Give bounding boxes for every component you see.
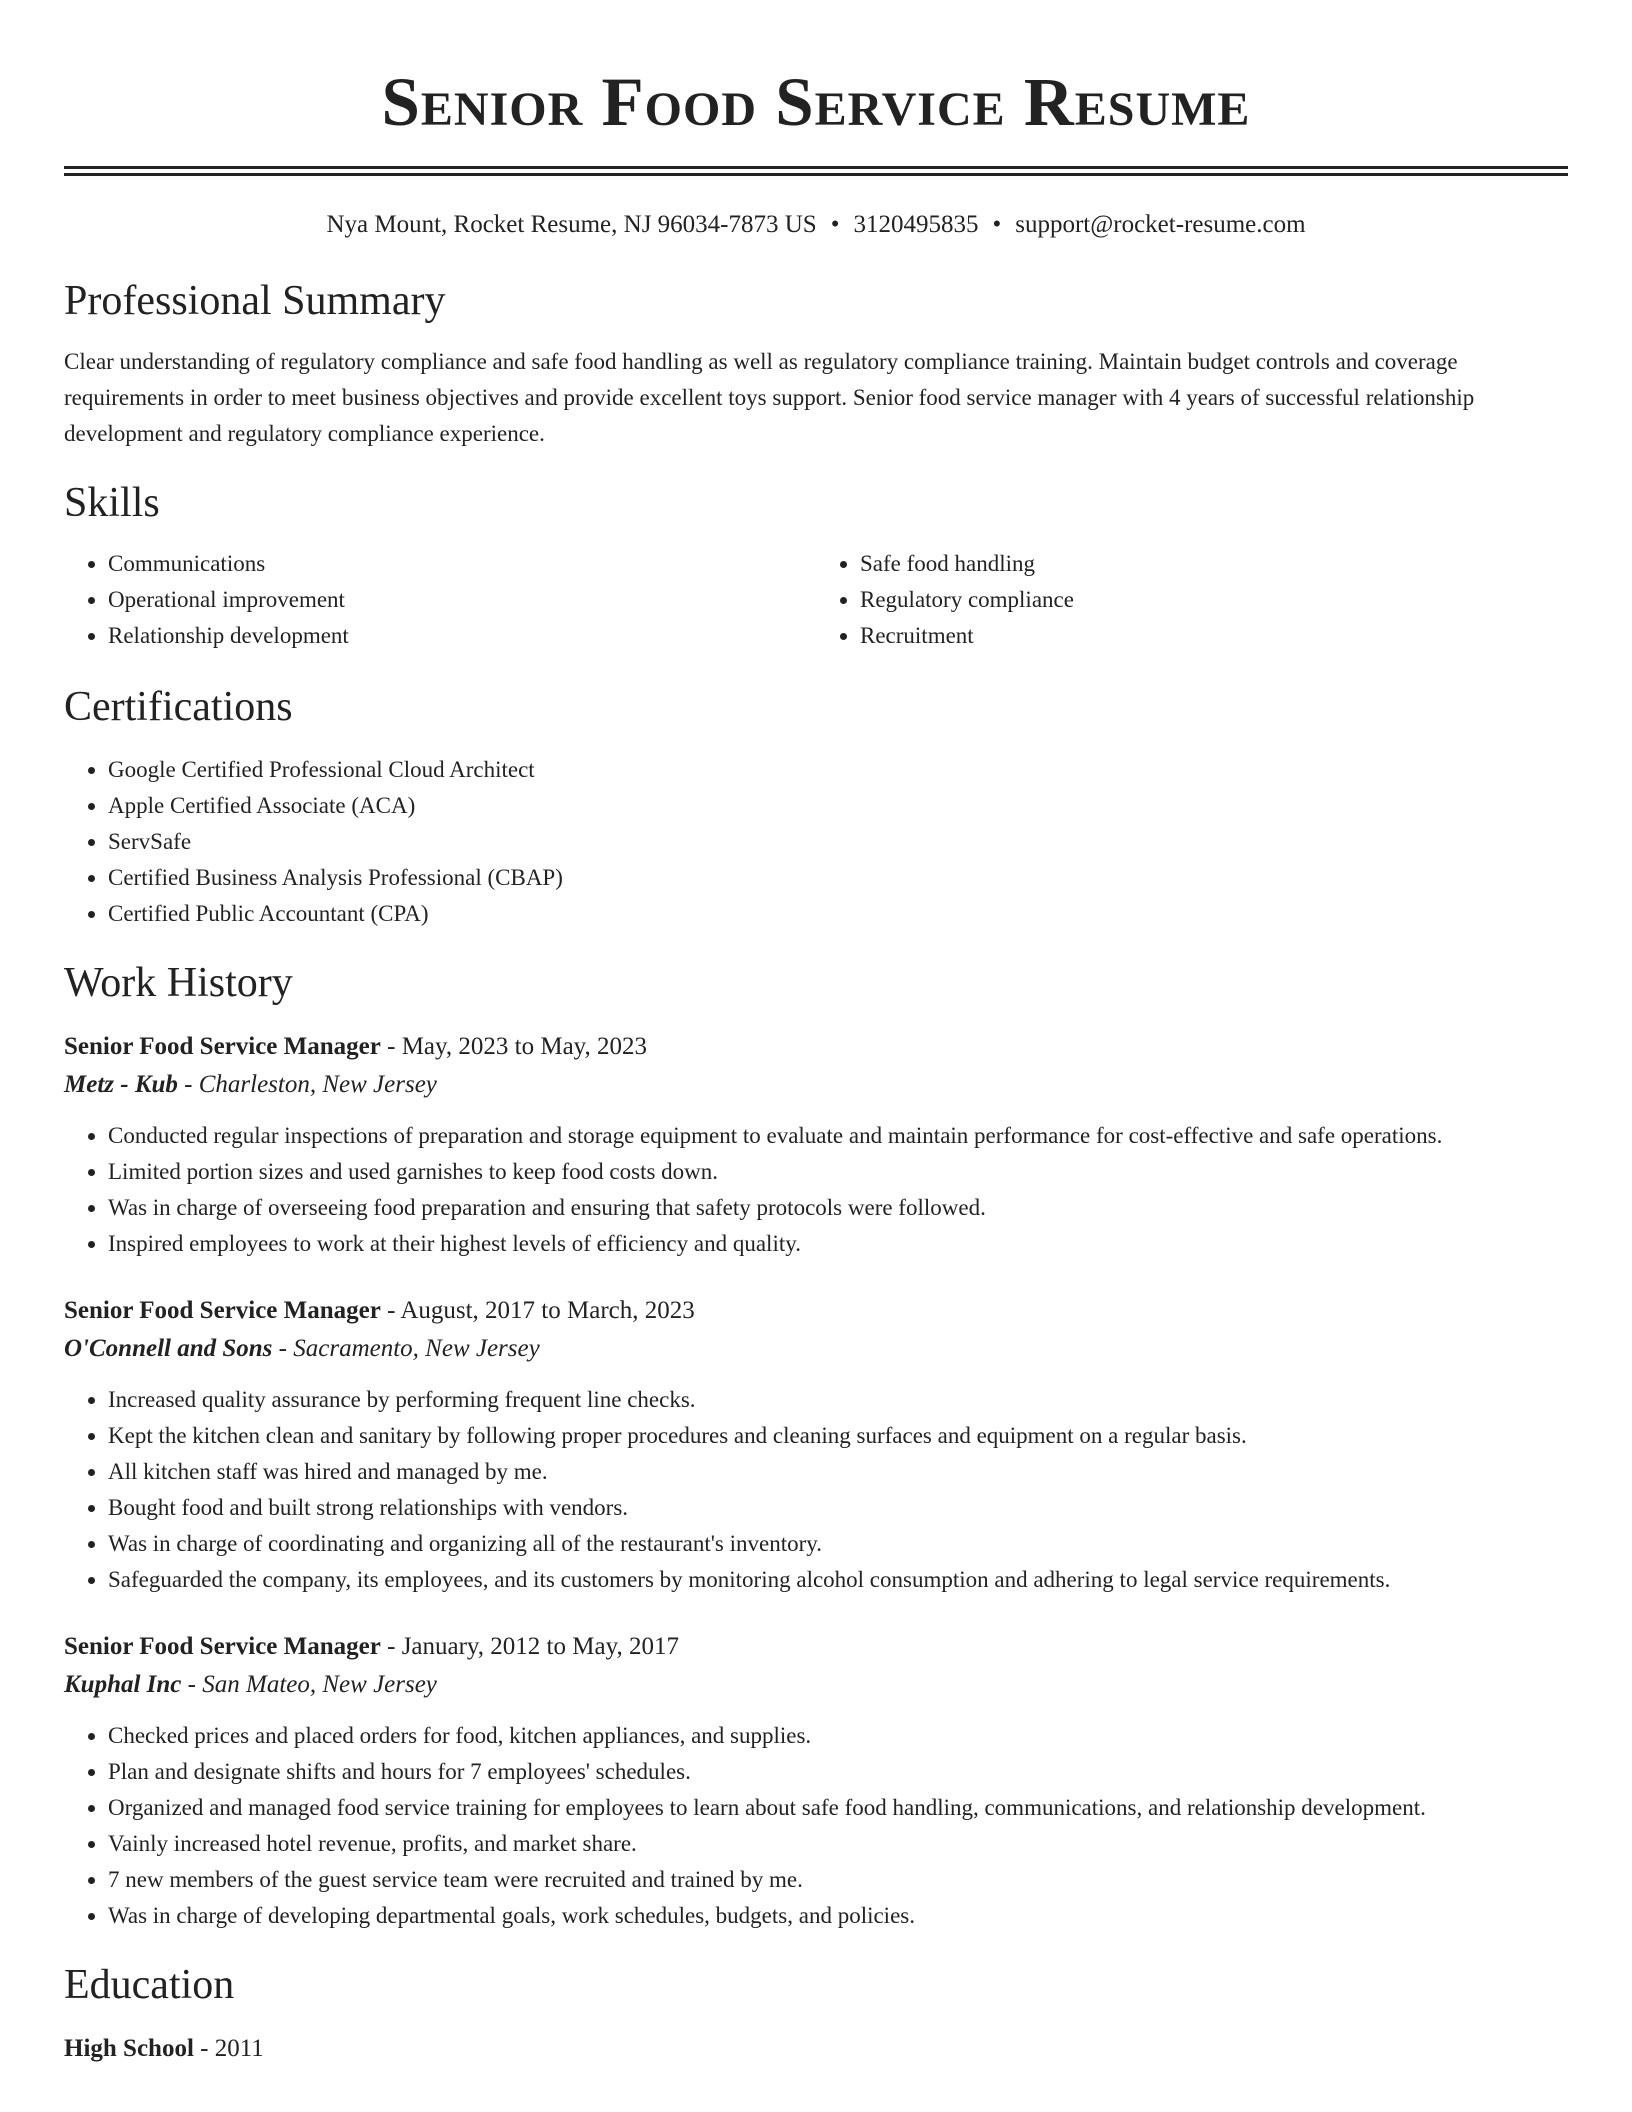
summary-heading: Professional Summary — [64, 278, 446, 324]
job-bullets — [64, 1382, 1568, 1598]
job-dash: - — [380, 1297, 401, 1324]
skills-columns — [64, 546, 1568, 654]
job-bullet: • Organized and managed food service training for employees to learn about safe food handling, communications, and relationship development. — [108, 1790, 1568, 1826]
skill-item: • Regulatory compliance — [860, 582, 1568, 618]
job-bullet: • Increased quality assurance by performing frequent line checks. — [108, 1382, 1568, 1418]
resume-page — [64, 0, 1568, 2068]
certifications-list — [64, 752, 1568, 932]
job-role: Senior Food Service Manager — [64, 1297, 381, 1324]
job-dash: - — [380, 1033, 402, 1060]
job-dates: May, 2023 to May, 2023 — [401, 1033, 648, 1060]
skill-item: • Safe food handling — [860, 546, 1568, 582]
job-company: O'Connell and Sons — [64, 1335, 273, 1362]
job-dash: - — [272, 1335, 294, 1362]
contact-address: Nya Mount, Rocket Resume, NJ 96034-7873 US — [326, 211, 817, 238]
job-bullet: • Was in charge of overseeing food preparation and ensuring that safety protocols were followed. — [108, 1190, 1568, 1226]
job-company: Metz - Kub — [64, 1071, 178, 1098]
skills-heading: Skills — [64, 480, 160, 526]
job-bullet: • All kitchen staff was hired and managed by me. — [108, 1454, 1568, 1490]
job-dash: - — [177, 1071, 199, 1098]
job-bullet: • Was in charge of developing departmental goals, work schedules, budgets, and policies. — [108, 1898, 1568, 1934]
skill-item: • Communications — [108, 546, 816, 582]
contact-phone: 3120495835 — [853, 211, 979, 238]
skill-item: • Relationship development — [108, 618, 816, 654]
job-company-line — [64, 1666, 1568, 1704]
job-bullet: • Checked prices and placed orders for food, kitchen appliances, and supplies. — [108, 1718, 1568, 1754]
job-location: Sacramento, New Jersey — [293, 1335, 540, 1362]
education-school: High School — [64, 2035, 194, 2062]
job-bullets — [64, 1718, 1568, 1934]
resume-title: Senior Food Service Resume — [381, 64, 1251, 140]
skill-item: • Operational improvement — [108, 582, 816, 618]
job-entry — [64, 1628, 1568, 1934]
job-bullet: • Inspired employees to work at their highest levels of efficiency and quality. — [108, 1226, 1568, 1262]
certification-item: • Certified Business Analysis Professional (CBAP) — [108, 860, 1568, 896]
job-role: Senior Food Service Manager — [64, 1633, 381, 1660]
job-entry — [64, 1292, 1568, 1598]
contact-email: support@rocket-resume.com — [1015, 211, 1306, 238]
education-entry — [64, 2030, 1568, 2068]
certification-item: • ServSafe — [108, 824, 1568, 860]
certification-item: • Google Certified Professional Cloud Architect — [108, 752, 1568, 788]
job-company-line — [64, 1066, 1568, 1104]
job-title-line — [64, 1628, 1568, 1666]
education-heading: Education — [64, 1962, 235, 2008]
job-bullet: • Vainly increased hotel revenue, profits, and market share. — [108, 1826, 1568, 1862]
job-entry — [64, 1028, 1568, 1262]
job-title-line — [64, 1292, 1568, 1330]
contact-line — [64, 210, 1568, 240]
contact-separator: • — [992, 211, 1002, 238]
job-bullet: • Was in charge of coordinating and organizing all of the restaurant's inventory. — [108, 1526, 1568, 1562]
skill-item: • Recruitment — [860, 618, 1568, 654]
education-year: 2011 — [214, 2035, 264, 2062]
job-bullets — [64, 1118, 1568, 1262]
job-bullet: • Bought food and built strong relationships with vendors. — [108, 1490, 1568, 1526]
job-company: Kuphal Inc — [64, 1671, 182, 1698]
title-divider — [64, 166, 1568, 176]
certification-item: • Certified Public Accountant (CPA) — [108, 896, 1568, 932]
job-company-line — [64, 1330, 1568, 1368]
job-bullet: • 7 new members of the guest service team were recruited and trained by me. — [108, 1862, 1568, 1898]
job-bullet: • Limited portion sizes and used garnishes to keep food costs down. — [108, 1154, 1568, 1190]
job-bullet: • Plan and designate shifts and hours for 7 employees' schedules. — [108, 1754, 1568, 1790]
job-bullet: • Kept the kitchen clean and sanitary by following proper procedures and cleaning surfaces and equipment on a regular basis. — [108, 1418, 1568, 1454]
certifications-heading: Certifications — [64, 684, 293, 730]
job-role: Senior Food Service Manager — [64, 1033, 381, 1060]
work-history-heading: Work History — [64, 960, 293, 1006]
skills-list-left — [64, 546, 816, 654]
summary-text: Clear understanding of regulatory compliance and safe food handling as well as regulatory compliance training. Maintain budget controls and coverage requirements in order to meet business objectives and provide excellent toys support. Senior food service manager with 4 years of successful relationship development and regulatory compliance experience. — [64, 349, 1475, 446]
job-bullet: • Safeguarded the company, its employees, and its customers by monitoring alcohol consumption and adhering to legal service requirements. — [108, 1562, 1568, 1598]
job-title-line — [64, 1028, 1568, 1066]
job-dash: - — [181, 1671, 203, 1698]
job-dash: - — [380, 1633, 402, 1660]
education-dash: - — [193, 2035, 215, 2062]
contact-separator: • — [830, 211, 840, 238]
job-dates: January, 2012 to May, 2017 — [401, 1633, 679, 1660]
job-location: San Mateo, New Jersey — [202, 1671, 437, 1698]
job-bullet: • Conducted regular inspections of preparation and storage equipment to evaluate and maintain performance for cost-effective and safe operations. — [108, 1118, 1568, 1154]
skills-list-right — [816, 546, 1568, 654]
certification-item: • Apple Certified Associate (ACA) — [108, 788, 1568, 824]
job-dates: August, 2017 to March, 2023 — [400, 1297, 695, 1324]
job-location: Charleston, New Jersey — [198, 1071, 437, 1098]
